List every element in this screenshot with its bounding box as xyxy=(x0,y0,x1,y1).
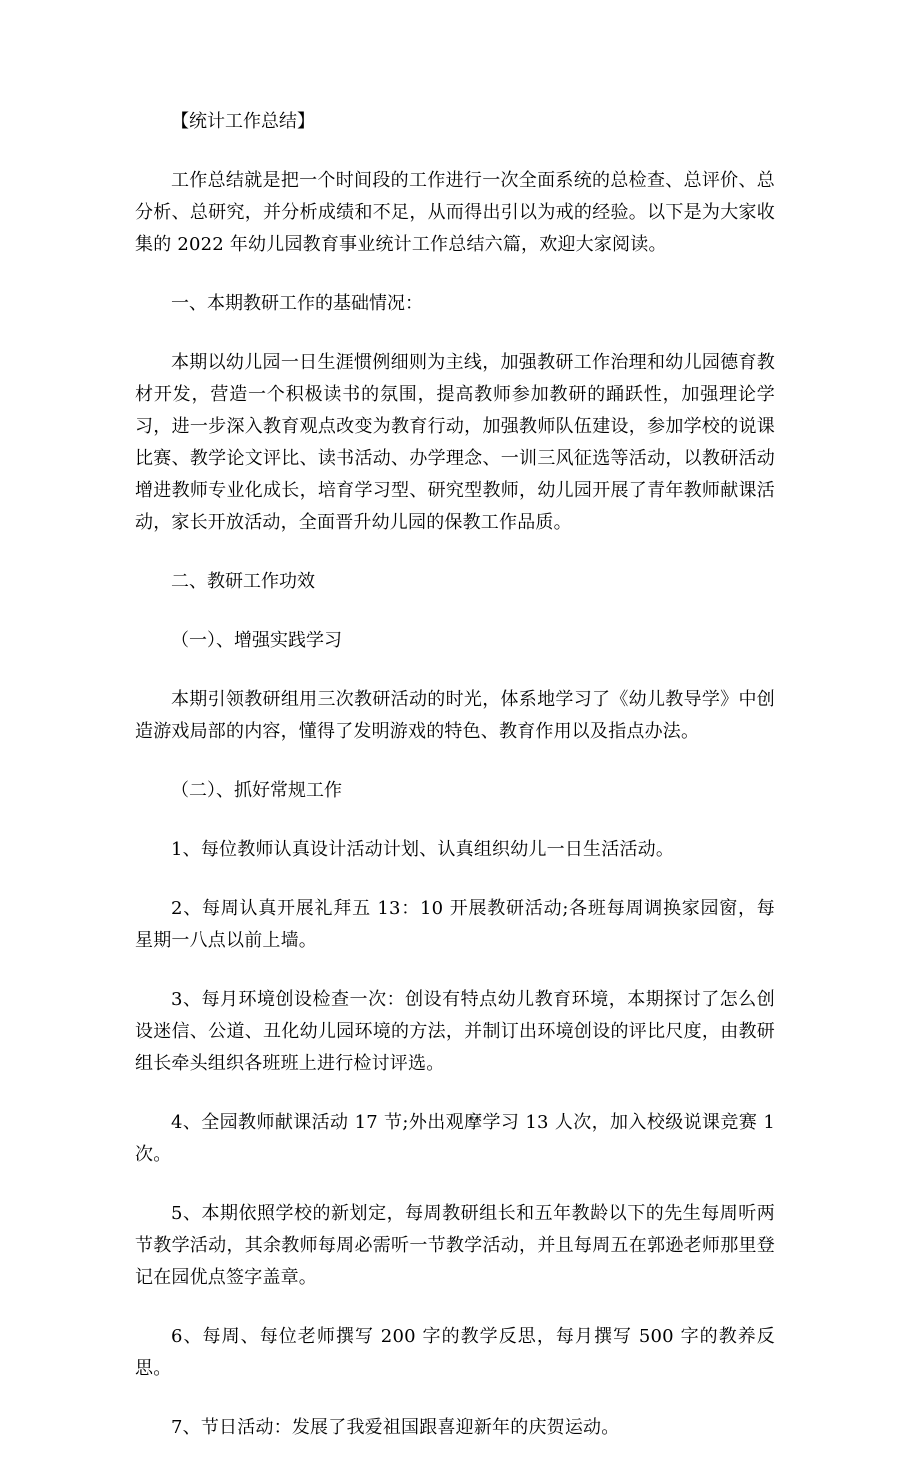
subsection-paragraph-1: 本期引领教研组用三次教研活动的时光，体系地学习了《幼儿教导学》中创造游戏局部的内容，懂得了发明游戏的特色、教育作用以及指点办法。 xyxy=(135,689,775,742)
list-item: 1、每位教师认真设计活动计划、认真组织幼儿一日生活活动。 xyxy=(171,839,675,860)
document-body xyxy=(135,106,775,1471)
list-item: 3、每月环境创设检查一次：创设有特点幼儿教育环境，本期探讨了怎么创设迷信、公道、丑化幼儿园环境的方法，并制订出环境创设的评比尺度，由教研组长牵头组织各班班上进行检讨评选。 xyxy=(135,989,775,1074)
list-item: 5、本期依照学校的新划定，每周教研组长和五年教龄以下的先生每周听两节教学活动，其余教师每周必需听一节教学活动，并且每周五在郭逊老师那里登记在园优点签字盖章。 xyxy=(135,1203,775,1288)
list-item: 6、每周、每位老师撰写 200 字的教学反思，每月撰写 500 字的教养反思。 xyxy=(135,1326,775,1379)
list-item: 2、每周认真开展礼拜五 13：10 开展教研活动;各班每周调换家园窗，每星期一八点以前上墙。 xyxy=(135,898,775,951)
document-title: 【统计工作总结】 xyxy=(171,111,315,132)
section-heading-2: 二、教研工作功效 xyxy=(171,571,315,592)
intro-paragraph: 工作总结就是把一个时间段的工作进行一次全面系统的总检查、总评价、总分析、总研究，并分析成绩和不足，从而得出引以为戒的经验。以下是为大家收集的 2022 年幼儿园教育事业统计工作总结六篇，欢迎大家阅读。 xyxy=(135,170,775,255)
section-heading-1: 一、本期教研工作的基础情况： xyxy=(171,293,423,314)
list-item: 4、全园教师献课活动 17 节;外出观摩学习 13 人次，加入校级说课竞赛 1 次。 xyxy=(135,1112,775,1165)
subsection-heading-1: （一）、增强实践学习 xyxy=(171,630,342,651)
section-paragraph-1: 本期以幼儿园一日生涯惯例细则为主线，加强教研工作治理和幼儿园德育教材开发，营造一个积极读书的氛围，提高教师参加教研的踊跃性，加强理论学习，进一步深入教育观点改变为教育行动，加强教师队伍建设，参加学校的说课比赛、教学论文评比、读书活动、办学理念、一训三风征选等活动，以教研活动增进教师专业化成长，培育学习型、研究型教师，幼儿园开展了青年教师献课活动，家长开放活动，全面晋升幼儿园的保教工作品质。 xyxy=(135,352,775,533)
list-item: 7、节日活动：发展了我爱祖国跟喜迎新年的庆贺运动。 xyxy=(171,1417,620,1438)
subsection-heading-2: （二）、抓好常规工作 xyxy=(171,780,342,801)
